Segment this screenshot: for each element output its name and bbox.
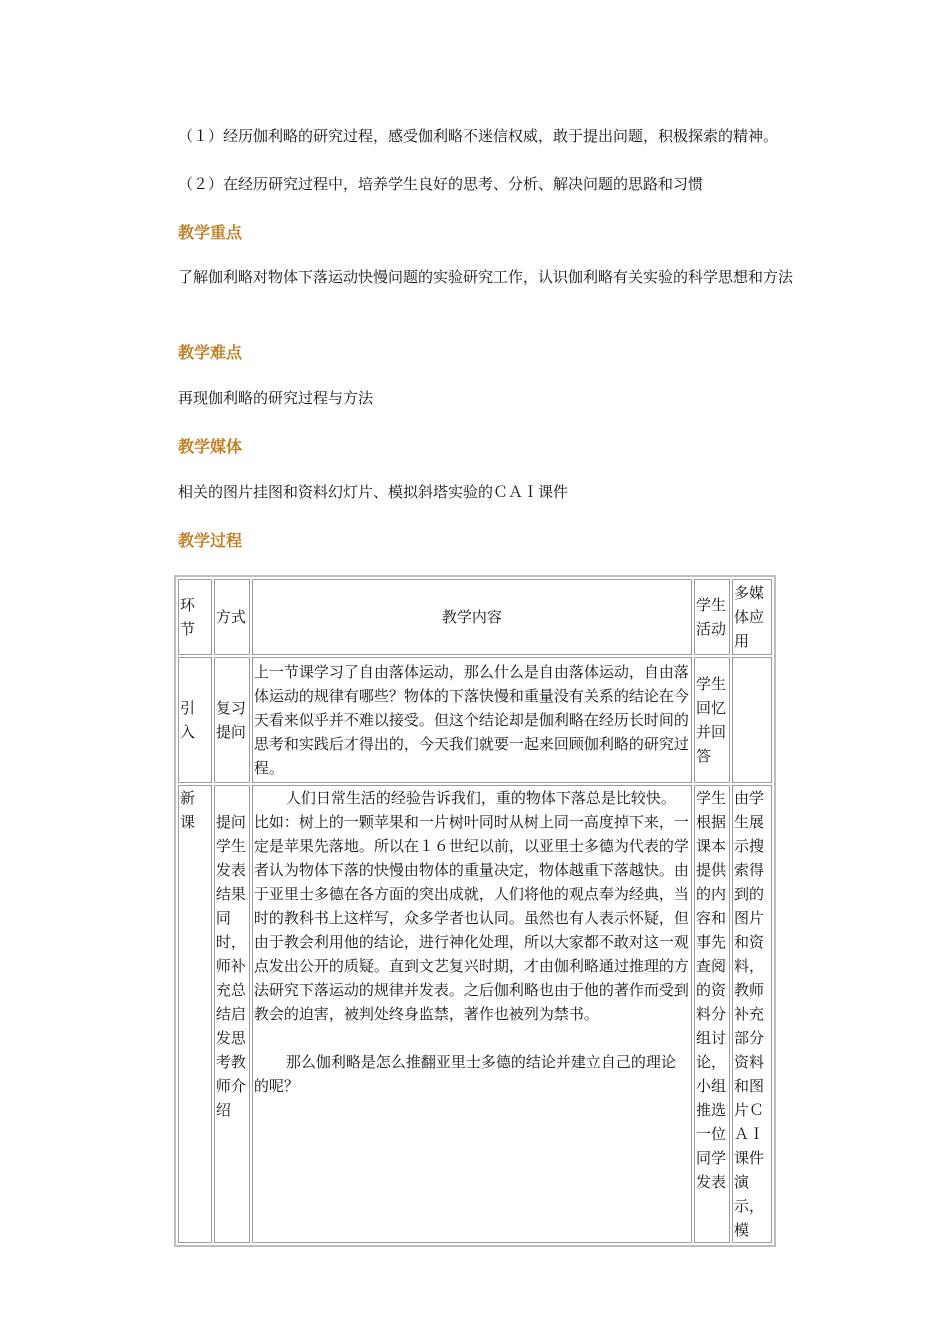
row1-media-use xyxy=(732,657,772,783)
media-heading: 教学媒体 xyxy=(178,437,243,456)
row2-media-use: 由学生展示搜索得到的图片和资料，教师补充部分资料和图片ＣＡＩ课件演示，模 xyxy=(732,785,772,1243)
header-media-use: 多媒体应用 xyxy=(732,579,772,655)
table-row xyxy=(178,657,772,783)
row2-content-paragraph-2: 那么伽利略是怎么推翻亚里士多德的结论并建立自己的理论的呢？ xyxy=(253,1053,676,1095)
row2-content-paragraph-1: 人们日常生活的经验告诉我们，重的物体下落总是比较快。比如：树上的一颗苹果和一片树叶同时从树上同一高度掉下来，一定是苹果先落地。所以在１６世纪以前，以亚里士多德为代表的学者认为物体下落的快慢由物体的重量决定，物体越重下落越快。由于亚里士多德在各方面的突出成就，人们将他的观点奉为经典，当时的教科书上这样写，众多学者也认同。虽然也有人表示怀疑，但由于教会利用他的结论，进行神化处理，所以大家都不敢对这一观点发出公开的质疑。直到文艺复兴时期，才由伽利略通过推理的方法研究下落运动的规律并发表。之后伽利略也由于他的著作而受到教会的迫害，被判处终身监禁，著作也被列为禁书。 xyxy=(253,789,689,1023)
key-points-heading: 教学重点 xyxy=(178,223,243,242)
objective-1: （１）经历伽利略的研究过程，感受伽利略不迷信权威，敢于提出问题，积极探索的精神。 xyxy=(178,127,779,145)
header-stage: 环节 xyxy=(178,579,212,655)
teaching-process-table xyxy=(174,575,776,1247)
row1-content: 上一节课学习了自由落体运动，那么什么是自由落体运动，自由落体运动的规律有哪些？物体的下落快慢和重量没有关系的结论在今天看来似乎并不难以接受。但这个结论却是伽利略在经历长时间的思考和实践后才得出的，今天我们就要一起来回顾伽利略的研究过程。 xyxy=(252,657,692,783)
key-points-text: 了解伽利略对物体下落运动快慢问题的实验研究工作，认识伽利略有关实验的科学思想和方法 xyxy=(178,268,794,286)
table-row xyxy=(178,785,772,1243)
difficulties-heading: 教学难点 xyxy=(178,343,243,362)
header-content: 教学内容 xyxy=(252,579,692,655)
row2-stage: 新课 xyxy=(178,785,212,1243)
row2-content xyxy=(252,785,692,1243)
header-student-activity: 学生活动 xyxy=(694,579,730,655)
row1-method: 复习提问 xyxy=(214,657,250,783)
table-header-row xyxy=(178,579,772,655)
row1-student-activity: 学生回忆并回答 xyxy=(694,657,730,783)
media-text: 相关的图片挂图和资料幻灯片、模拟斜塔实验的ＣＡＩ课件 xyxy=(178,483,569,501)
row2-student-activity: 学生根据课本提供的内容和事先查阅的资料分组讨论，小组推选一位同学发表 xyxy=(694,785,730,1243)
row2-method: 提问学生发表结果同时，师补充总结启发思考教师介绍 xyxy=(214,785,250,1243)
process-heading: 教学过程 xyxy=(178,531,243,550)
header-method: 方式 xyxy=(214,579,250,655)
difficulties-text: 再现伽利略的研究过程与方法 xyxy=(178,389,374,407)
objective-2: （２）在经历研究过程中，培养学生良好的思考、分析、解决问题的思路和习惯 xyxy=(178,175,704,193)
row1-stage: 引入 xyxy=(178,657,212,783)
